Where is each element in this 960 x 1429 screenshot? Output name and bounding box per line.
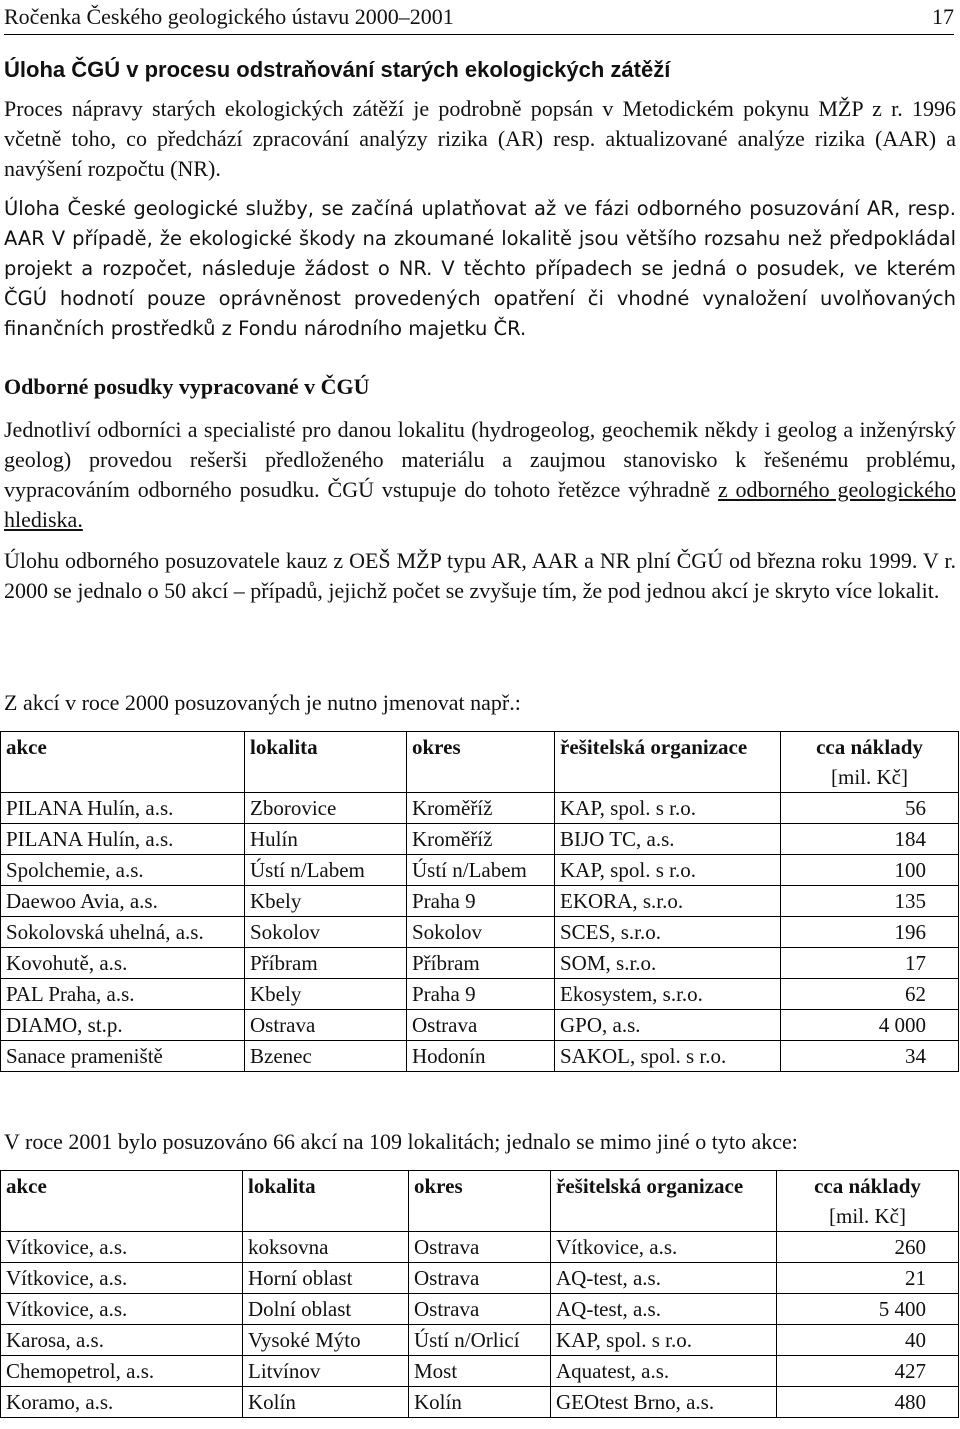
cell-akce: Vítkovice, a.s. xyxy=(1,1232,243,1263)
col-header-akce: akce xyxy=(1,732,245,793)
running-header xyxy=(4,4,954,35)
cell-okres: Sokolov xyxy=(407,917,555,948)
cell-akce: Spolchemie, a.s. xyxy=(1,855,245,886)
cell-organization: KAP, spol. s r.o. xyxy=(555,793,781,824)
cell-organization: SOM, s.r.o. xyxy=(555,948,781,979)
cell-akce: Kovohutě, a.s. xyxy=(1,948,245,979)
cell-organization: KAP, spol. s r.o. xyxy=(551,1325,777,1356)
col-header-lokalita: lokalita xyxy=(245,732,407,793)
cell-okres: Hodonín xyxy=(407,1041,555,1072)
cell-lokalita: Vysoké Mýto xyxy=(243,1325,409,1356)
cell-akce: Chemopetrol, a.s. xyxy=(1,1356,243,1387)
cost-label: cca náklady xyxy=(814,1174,921,1198)
cell-okres: Kolín xyxy=(409,1387,551,1418)
cell-organization: EKORA, s.r.o. xyxy=(555,886,781,917)
cell-cost: 135 xyxy=(781,886,959,917)
cell-lokalita: Kbely xyxy=(245,979,407,1010)
col-header-akce: akce xyxy=(1,1171,243,1232)
cell-cost: 21 xyxy=(777,1263,959,1294)
cell-akce: PAL Praha, a.s. xyxy=(1,979,245,1010)
cell-cost: 5 400 xyxy=(777,1294,959,1325)
cell-akce: PILANA Hulín, a.s. xyxy=(1,824,245,855)
cell-akce: Daewoo Avia, a.s. xyxy=(1,886,245,917)
cell-lokalita: Kolín xyxy=(243,1387,409,1418)
cell-lokalita: Horní oblast xyxy=(243,1263,409,1294)
table-row xyxy=(1,824,959,855)
cell-cost: 17 xyxy=(781,948,959,979)
cell-lokalita: Ostrava xyxy=(245,1010,407,1041)
cell-akce: Sanace prameniště xyxy=(1,1041,245,1072)
cell-organization: AQ-test, a.s. xyxy=(551,1263,777,1294)
table-header-row xyxy=(1,1171,959,1232)
paragraph-specialists xyxy=(4,415,956,535)
table-row xyxy=(1,886,959,917)
table-row xyxy=(1,1387,959,1418)
underlined-phrase: z odborného geologického hlediska. xyxy=(4,477,956,532)
cell-okres: Ostrava xyxy=(407,1010,555,1041)
col-header-okres: okres xyxy=(407,732,555,793)
paragraph-assessor: Úlohu odborného posuzovatele kauz z OEŠ MŽP typu AR, AAR a NR plní ČGÚ od března roku 1999. V r. 2000 se jednalo o 50 akcí – případů, jejichž počet se zvyšuje tím, že pod jednou akcí je skryto více lokalit. xyxy=(4,548,956,603)
actions-table-2001 xyxy=(0,1170,959,1418)
col-header-cost xyxy=(777,1171,959,1232)
cell-akce: Karosa, a.s. xyxy=(1,1325,243,1356)
cell-organization: GPO, a.s. xyxy=(555,1010,781,1041)
cell-organization: Ekosystem, s.r.o. xyxy=(555,979,781,1010)
table-row xyxy=(1,1325,959,1356)
cell-okres: Praha 9 xyxy=(407,886,555,917)
cell-lokalita: Sokolov xyxy=(245,917,407,948)
cell-cost: 196 xyxy=(781,917,959,948)
cell-okres: Kroměříž xyxy=(407,824,555,855)
cell-cost: 480 xyxy=(777,1387,959,1418)
cell-okres: Ostrava xyxy=(409,1232,551,1263)
cell-cost: 100 xyxy=(781,855,959,886)
cell-akce: Sokolovská uhelná, a.s. xyxy=(1,917,245,948)
actions-table-2000 xyxy=(0,731,959,1072)
table-row xyxy=(1,1232,959,1263)
cost-unit: [mil. Kč] xyxy=(831,765,908,789)
table-row xyxy=(1,1356,959,1387)
table-2000-intro: Z akcí v roce 2000 posuzovaných je nutno jmenovat např.: xyxy=(4,690,521,715)
col-header-cost xyxy=(781,732,959,793)
cell-cost: 4 000 xyxy=(781,1010,959,1041)
cell-cost: 40 xyxy=(777,1325,959,1356)
cell-lokalita: Kbely xyxy=(245,886,407,917)
cell-lokalita: Bzenec xyxy=(245,1041,407,1072)
col-header-okres: okres xyxy=(409,1171,551,1232)
paragraph-role: Úloha České geologické služby, se začíná uplatňovat až ve fázi odborného posuzování AR, resp. AAR V případě, že ekologické škody na zkoumané lokalitě jsou většího rozsahu než předpokládal projekt a rozpočet, následuje žádost o NR. V těchto případech se jedná o posudek, ve kterém ČGÚ hodnotí pouze oprávněnost provedených opatření či vhodné vynaložení uvolňovaných finančních prostředků z Fondu národního majetku ČR. xyxy=(4,197,956,340)
table-2001-body xyxy=(1,1232,959,1418)
paragraph-process: Proces nápravy starých ekologických zátěží je podrobně popsán v Metodickém pokynu MŽP z r. 1996 včetně toho, co předchází zpracování analýzy rizika (AR) resp. aktualizované analýze rizika (AAR) a navýšení rozpočtu (NR). xyxy=(4,96,956,181)
cell-organization: AQ-test, a.s. xyxy=(551,1294,777,1325)
cell-akce: Vítkovice, a.s. xyxy=(1,1294,243,1325)
cell-organization: SCES, s.r.o. xyxy=(555,917,781,948)
col-header-organization: řešitelská organizace xyxy=(555,732,781,793)
cell-organization: KAP, spol. s r.o. xyxy=(555,855,781,886)
cell-organization: SAKOL, spol. s r.o. xyxy=(555,1041,781,1072)
cell-akce: PILANA Hulín, a.s. xyxy=(1,793,245,824)
section-heading-reports: Odborné posudky vypracované v ČGÚ xyxy=(4,374,370,399)
cell-lokalita: Příbram xyxy=(245,948,407,979)
cell-organization: BIJO TC, a.s. xyxy=(555,824,781,855)
table-row xyxy=(1,1263,959,1294)
cell-lokalita: Hulín xyxy=(245,824,407,855)
cell-akce: Vítkovice, a.s. xyxy=(1,1263,243,1294)
cell-okres: Most xyxy=(409,1356,551,1387)
cell-cost: 34 xyxy=(781,1041,959,1072)
table-row xyxy=(1,1010,959,1041)
table-row xyxy=(1,917,959,948)
section-heading-role: Úloha ČGÚ v procesu odstraňování starých ekologických zátěží xyxy=(4,57,671,82)
table-2001-intro: V roce 2001 bylo posuzováno 66 akcí na 109 lokalitách; jednalo se mimo jiné o tyto akce: xyxy=(4,1129,798,1154)
cell-lokalita: koksovna xyxy=(243,1232,409,1263)
cell-cost: 56 xyxy=(781,793,959,824)
cell-cost: 184 xyxy=(781,824,959,855)
table-row xyxy=(1,855,959,886)
cost-unit: [mil. Kč] xyxy=(829,1204,906,1228)
cell-okres: Ústí n/Labem xyxy=(407,855,555,886)
table-row xyxy=(1,1294,959,1325)
cell-okres: Kroměříž xyxy=(407,793,555,824)
table-2000-body xyxy=(1,793,959,1072)
cell-organization: GEOtest Brno, a.s. xyxy=(551,1387,777,1418)
cell-lokalita: Ústí n/Labem xyxy=(245,855,407,886)
table-row xyxy=(1,948,959,979)
cell-akce: Koramo, a.s. xyxy=(1,1387,243,1418)
table-row xyxy=(1,1041,959,1072)
header-title: Ročenka Českého geologického ústavu 2000–2001 xyxy=(4,4,454,29)
cell-organization: Vítkovice, a.s. xyxy=(551,1232,777,1263)
cell-okres: Příbram xyxy=(407,948,555,979)
cell-akce: DIAMO, st.p. xyxy=(1,1010,245,1041)
cell-lokalita: Litvínov xyxy=(243,1356,409,1387)
cell-lokalita: Zborovice xyxy=(245,793,407,824)
table-row xyxy=(1,979,959,1010)
col-header-organization: řešitelská organizace xyxy=(551,1171,777,1232)
paragraph-specialists-text: Jednotliví odborníci a specialisté pro danou lokalitu (hydrogeolog, geochemik někdy i geolog a inženýrský geolog) provedou rešerši předloženého materiálu a zaujmou stanovisko k řešenému problému, vypracováním odborného posudku. ČGÚ vstupuje do tohoto řetězce výhradně xyxy=(4,417,956,502)
cell-okres: Ostrava xyxy=(409,1263,551,1294)
cost-label: cca náklady xyxy=(816,735,923,759)
cell-okres: Ostrava xyxy=(409,1294,551,1325)
col-header-lokalita: lokalita xyxy=(243,1171,409,1232)
cell-okres: Praha 9 xyxy=(407,979,555,1010)
cell-okres: Ústí n/Orlicí xyxy=(409,1325,551,1356)
table-row xyxy=(1,793,959,824)
cell-lokalita: Dolní oblast xyxy=(243,1294,409,1325)
cell-cost: 260 xyxy=(777,1232,959,1263)
cell-organization: Aquatest, a.s. xyxy=(551,1356,777,1387)
table-header-row xyxy=(1,732,959,793)
cell-cost: 427 xyxy=(777,1356,959,1387)
cell-cost: 62 xyxy=(781,979,959,1010)
page-number: 17 xyxy=(932,4,954,29)
